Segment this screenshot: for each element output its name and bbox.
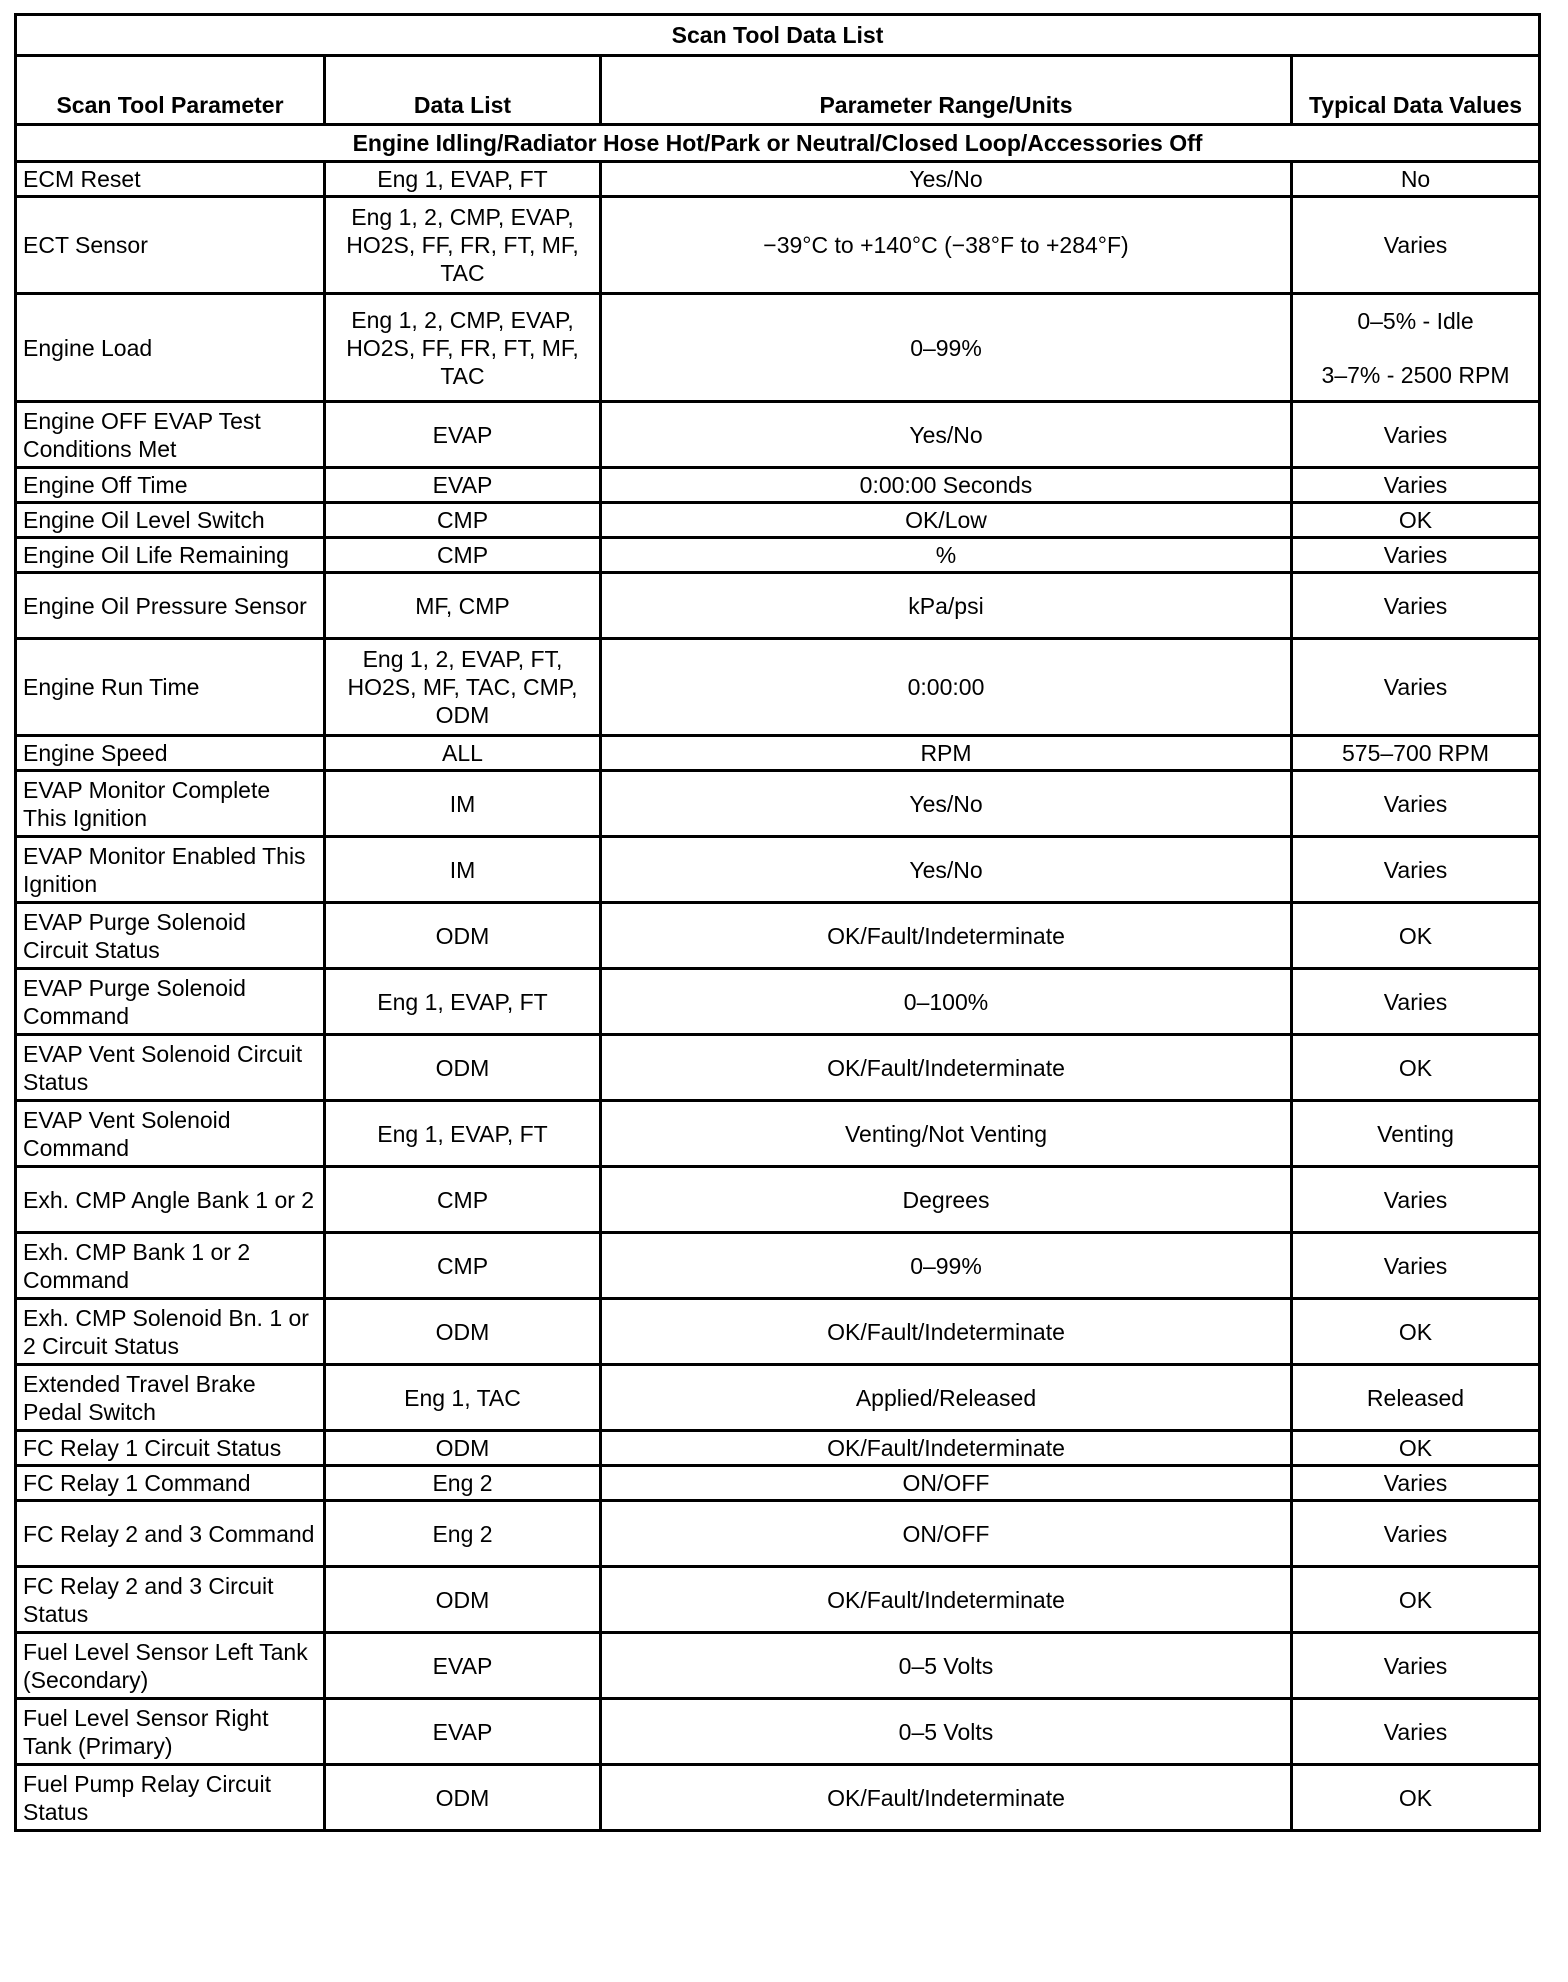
table-row <box>16 538 1540 573</box>
parameter-cell: EVAP Vent Solenoid Command <box>16 1101 325 1167</box>
range-units-cell: 0–5 Volts <box>601 1633 1292 1699</box>
typical-value: OK <box>1398 1784 1433 1811</box>
typical-value-cell <box>1292 1699 1540 1765</box>
table-row <box>16 1765 1540 1831</box>
range-units-cell: 0–99% <box>601 1233 1292 1299</box>
table-row <box>16 639 1540 736</box>
parameter-cell: Engine OFF EVAP Test Conditions Met <box>16 402 325 468</box>
typical-value: Varies <box>1383 1252 1448 1279</box>
typical-value-cell <box>1292 903 1540 969</box>
typical-value-cell <box>1292 503 1540 538</box>
typical-value: No <box>1400 166 1431 192</box>
data-list-cell: CMP <box>325 1167 601 1233</box>
table-row <box>16 771 1540 837</box>
range-units-cell: 0–100% <box>601 969 1292 1035</box>
data-list-cell: ODM <box>325 1431 601 1466</box>
range-units-cell: 0:00:00 <box>601 639 1292 736</box>
table-row <box>16 1431 1540 1466</box>
typical-value: OK <box>1398 1318 1433 1345</box>
typical-value-cell <box>1292 294 1540 402</box>
typical-value: 3–7% - 2500 RPM <box>1321 361 1510 388</box>
typical-value: OK <box>1398 1054 1433 1081</box>
table-row <box>16 1501 1540 1567</box>
typical-value-cell <box>1292 639 1540 736</box>
parameter-cell: FC Relay 2 and 3 Command <box>16 1501 325 1567</box>
range-units-cell: Degrees <box>601 1167 1292 1233</box>
data-list-cell: ODM <box>325 903 601 969</box>
parameter-cell: FC Relay 2 and 3 Circuit Status <box>16 1567 325 1633</box>
parameter-cell: Exh. CMP Solenoid Bn. 1 or 2 Circuit Status <box>16 1299 325 1365</box>
data-list-cell: Eng 1, EVAP, FT <box>325 162 601 197</box>
range-units-cell: OK/Low <box>601 503 1292 538</box>
typical-value-cell <box>1292 538 1540 573</box>
table-row <box>16 1699 1540 1765</box>
typical-value-cell <box>1292 837 1540 903</box>
data-list-cell: Eng 1, 2, CMP, EVAP, HO2S, FF, FR, FT, MF, TAC <box>325 197 601 294</box>
range-units-cell: OK/Fault/Indeterminate <box>601 1567 1292 1633</box>
data-list-cell: Eng 1, EVAP, FT <box>325 969 601 1035</box>
data-list-cell: ODM <box>325 1567 601 1633</box>
table-row <box>16 1035 1540 1101</box>
parameter-cell: EVAP Monitor Enabled This Ignition <box>16 837 325 903</box>
data-list-cell: ALL <box>325 736 601 771</box>
parameter-cell: Engine Oil Life Remaining <box>16 538 325 573</box>
typical-value: Varies <box>1383 1718 1448 1745</box>
range-units-cell: Yes/No <box>601 162 1292 197</box>
parameter-cell: Fuel Level Sensor Right Tank (Primary) <box>16 1699 325 1765</box>
table-row <box>16 1466 1540 1501</box>
typical-value-gap <box>1299 335 1532 361</box>
data-list-cell: CMP <box>325 1233 601 1299</box>
table-row <box>16 1167 1540 1233</box>
range-units-cell: 0–5 Volts <box>601 1699 1292 1765</box>
typical-value: 0–5% - Idle <box>1357 307 1474 334</box>
data-list-cell: Eng 2 <box>325 1501 601 1567</box>
typical-value: Varies <box>1383 232 1448 258</box>
data-list-cell: CMP <box>325 503 601 538</box>
typical-value: Varies <box>1383 542 1448 568</box>
typical-value: Venting <box>1377 1120 1454 1147</box>
data-list-cell: Eng 2 <box>325 1466 601 1501</box>
table-row <box>16 736 1540 771</box>
range-units-cell: % <box>601 538 1292 573</box>
typical-value: Varies <box>1383 472 1448 498</box>
parameter-cell: EVAP Purge Solenoid Circuit Status <box>16 903 325 969</box>
range-units-cell: −39°C to +140°C (−38°F to +284°F) <box>601 197 1292 294</box>
data-list-cell: EVAP <box>325 1699 601 1765</box>
typical-value: Varies <box>1383 1470 1448 1496</box>
typical-value-cell <box>1292 1101 1540 1167</box>
range-units-cell: OK/Fault/Indeterminate <box>601 1431 1292 1466</box>
typical-value: Varies <box>1383 790 1448 817</box>
data-list-cell: EVAP <box>325 402 601 468</box>
table-row <box>16 1101 1540 1167</box>
data-list-cell: IM <box>325 771 601 837</box>
data-list-cell: Eng 1, 2, EVAP, FT, HO2S, MF, TAC, CMP, ODM <box>325 639 601 736</box>
table-row <box>16 969 1540 1035</box>
table-row <box>16 1633 1540 1699</box>
typical-value-cell <box>1292 468 1540 503</box>
typical-value-cell <box>1292 1567 1540 1633</box>
table-row <box>16 197 1540 294</box>
data-list-cell: Eng 1, 2, CMP, EVAP, HO2S, FF, FR, FT, MF, TAC <box>325 294 601 402</box>
parameter-cell: ECM Reset <box>16 162 325 197</box>
data-list-cell: Eng 1, EVAP, FT <box>325 1101 601 1167</box>
typical-value: Varies <box>1383 988 1448 1015</box>
typical-value-cell <box>1292 1035 1540 1101</box>
scan-tool-data-table <box>14 13 1541 1832</box>
table-body <box>16 162 1540 1831</box>
typical-value-cell <box>1292 162 1540 197</box>
table-row <box>16 1299 1540 1365</box>
parameter-cell: EVAP Monitor Complete This Ignition <box>16 771 325 837</box>
range-units-cell: Venting/Not Venting <box>601 1101 1292 1167</box>
range-units-cell: Applied/Released <box>601 1365 1292 1431</box>
table-row <box>16 1567 1540 1633</box>
data-list-cell: IM <box>325 837 601 903</box>
range-units-cell: kPa/psi <box>601 573 1292 639</box>
parameter-cell: Engine Off Time <box>16 468 325 503</box>
range-units-cell: 0–99% <box>601 294 1292 402</box>
range-units-cell: OK/Fault/Indeterminate <box>601 1765 1292 1831</box>
parameter-cell: FC Relay 1 Command <box>16 1466 325 1501</box>
header-typical-data-values: Typical Data Values <box>1292 56 1540 125</box>
typical-value-cell <box>1292 1501 1540 1567</box>
table-row <box>16 294 1540 402</box>
typical-value: Varies <box>1383 592 1448 619</box>
parameter-cell: ECT Sensor <box>16 197 325 294</box>
range-units-cell: RPM <box>601 736 1292 771</box>
typical-value-cell <box>1292 573 1540 639</box>
typical-value: Varies <box>1383 1186 1448 1213</box>
table-row <box>16 162 1540 197</box>
table-row <box>16 402 1540 468</box>
typical-value: OK <box>1398 1435 1433 1461</box>
data-list-cell: CMP <box>325 538 601 573</box>
parameter-cell: Engine Speed <box>16 736 325 771</box>
typical-value: 575–700 RPM <box>1341 740 1490 766</box>
header-data-list: Data List <box>325 56 601 125</box>
typical-value: Varies <box>1383 674 1448 700</box>
typical-value-cell <box>1292 1167 1540 1233</box>
table-title: Scan Tool Data List <box>16 15 1540 56</box>
typical-value: OK <box>1398 507 1433 533</box>
table-row <box>16 503 1540 538</box>
data-list-cell: ODM <box>325 1035 601 1101</box>
range-units-cell: 0:00:00 Seconds <box>601 468 1292 503</box>
parameter-cell: Engine Oil Level Switch <box>16 503 325 538</box>
table-row <box>16 837 1540 903</box>
typical-value-cell <box>1292 1633 1540 1699</box>
header-parameter-range-units: Parameter Range/Units <box>601 56 1292 125</box>
operating-conditions: Engine Idling/Radiator Hose Hot/Park or Neutral/Closed Loop/Accessories Off <box>16 125 1540 162</box>
table-row <box>16 573 1540 639</box>
table-row <box>16 1233 1540 1299</box>
header-scan-tool-parameter: Scan Tool Parameter <box>16 56 325 125</box>
parameter-cell: Engine Oil Pressure Sensor <box>16 573 325 639</box>
typical-value-cell <box>1292 197 1540 294</box>
data-list-cell: Eng 1, TAC <box>325 1365 601 1431</box>
typical-value-cell <box>1292 1466 1540 1501</box>
data-list-cell: EVAP <box>325 468 601 503</box>
table-row <box>16 1365 1540 1431</box>
parameter-cell: Engine Run Time <box>16 639 325 736</box>
parameter-cell: EVAP Vent Solenoid Circuit Status <box>16 1035 325 1101</box>
typical-value-cell <box>1292 736 1540 771</box>
typical-value-cell <box>1292 1365 1540 1431</box>
typical-value-cell <box>1292 1765 1540 1831</box>
typical-value: Varies <box>1383 421 1448 448</box>
range-units-cell: ON/OFF <box>601 1466 1292 1501</box>
parameter-cell: EVAP Purge Solenoid Command <box>16 969 325 1035</box>
data-list-cell: MF, CMP <box>325 573 601 639</box>
range-units-cell: Yes/No <box>601 837 1292 903</box>
typical-value-cell <box>1292 1233 1540 1299</box>
data-list-cell: ODM <box>325 1765 601 1831</box>
typical-value-cell <box>1292 969 1540 1035</box>
parameter-cell: Exh. CMP Bank 1 or 2 Command <box>16 1233 325 1299</box>
data-list-cell: EVAP <box>325 1633 601 1699</box>
parameter-cell: Engine Load <box>16 294 325 402</box>
parameter-cell: Extended Travel Brake Pedal Switch <box>16 1365 325 1431</box>
table-row <box>16 468 1540 503</box>
table-row <box>16 903 1540 969</box>
typical-value-cell <box>1292 771 1540 837</box>
typical-value: OK <box>1398 922 1433 949</box>
typical-value: Released <box>1366 1384 1465 1411</box>
typical-value: OK <box>1398 1586 1433 1613</box>
range-units-cell: ON/OFF <box>601 1501 1292 1567</box>
parameter-cell: Fuel Pump Relay Circuit Status <box>16 1765 325 1831</box>
range-units-cell: Yes/No <box>601 771 1292 837</box>
range-units-cell: OK/Fault/Indeterminate <box>601 1299 1292 1365</box>
typical-value: Varies <box>1383 1520 1448 1547</box>
parameter-cell: Fuel Level Sensor Left Tank (Secondary) <box>16 1633 325 1699</box>
parameter-cell: FC Relay 1 Circuit Status <box>16 1431 325 1466</box>
typical-value-cell <box>1292 1299 1540 1365</box>
data-list-cell: ODM <box>325 1299 601 1365</box>
typical-value-cell <box>1292 402 1540 468</box>
range-units-cell: OK/Fault/Indeterminate <box>601 903 1292 969</box>
typical-value: Varies <box>1383 1652 1448 1679</box>
typical-value: Varies <box>1383 856 1448 883</box>
typical-value-cell <box>1292 1431 1540 1466</box>
range-units-cell: Yes/No <box>601 402 1292 468</box>
range-units-cell: OK/Fault/Indeterminate <box>601 1035 1292 1101</box>
parameter-cell: Exh. CMP Angle Bank 1 or 2 <box>16 1167 325 1233</box>
